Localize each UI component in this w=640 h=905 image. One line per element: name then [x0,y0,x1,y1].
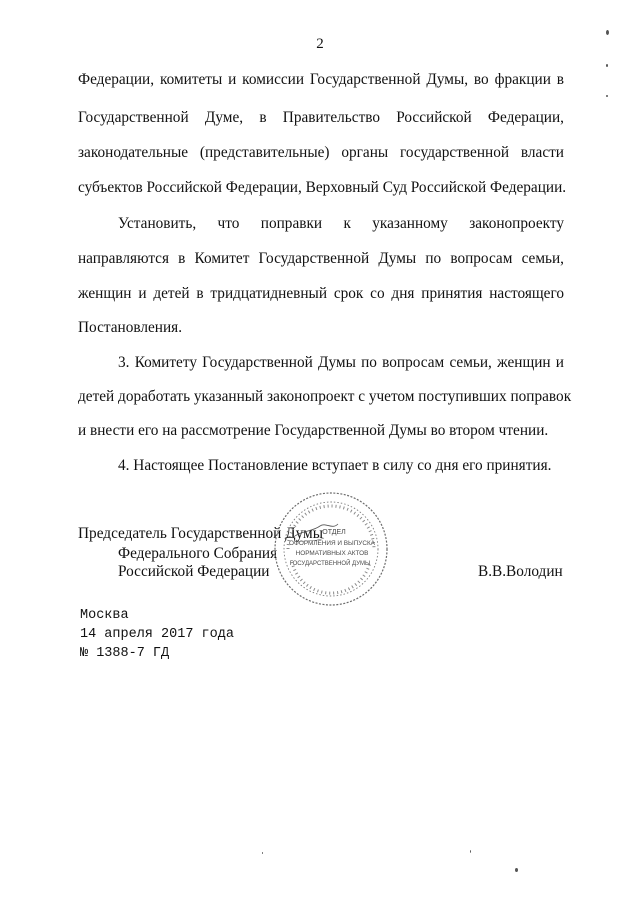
stamp-text-line-1: ОТДЕЛ [322,529,346,536]
footer-city: Москва [80,608,129,623]
signature-title-line-1: Председатель Государственной Думы [78,525,324,542]
paragraph-1-line-2: Государственной Думе, в Правительство Российской Федерации, [78,109,564,126]
scan-speck [606,95,608,97]
signature-title-line-3: Российской Федерации [118,563,270,580]
paragraph-1-line-1: Федерации, комитеты и комиссии Государственной Думы, во фракции в [78,71,564,88]
official-stamp-seal [272,490,390,608]
stamp-text-line-2: ОФОРМЛЕНИЯ И ВЫПУСКА [289,540,375,547]
footer-date: 14 апреля 2017 года [80,627,234,642]
paragraph-4-line-1: 4. Настоящее Постановление вступает в силу со дня его принятия. [118,457,552,474]
paragraph-2-line-2: направляются в Комитет Государственной Думы по вопросам семьи, [78,250,564,267]
scan-speck [515,868,518,872]
signatory-name: В.В.Володин [478,563,563,580]
page-number: 2 [316,36,324,52]
paragraph-3-line-1: 3. Комитету Государственной Думы по вопросам семьи, женщин и [118,354,564,371]
paragraph-2-line-4: Постановления. [78,319,183,336]
stamp-text-line-3: НОРМАТИВНЫХ АКТОВ [295,550,369,557]
paragraph-1-line-3: законодательные (представительные) органы государственной власти [78,144,564,161]
paragraph-3-line-3: и внести его на рассмотрение Государственной Думы во втором чтении. [78,422,549,439]
scan-speck [606,64,608,67]
stamp-text-line-4: ГОСУДАРСТВЕННОЙ ДУМЫ [289,561,371,567]
footer-document-number: № 1388-7 ГД [80,646,170,661]
scan-speck [606,30,609,35]
paragraph-2-line-1: Установить, что поправки к указанному законопроекту [118,215,564,232]
paragraph-3-line-2: детей доработать указанный законопроект с учетом поступивших поправок [78,388,572,405]
scan-speck [262,852,263,854]
signature-title-line-2: Федерального Собрания [118,545,278,562]
paragraph-1-line-4: субъектов Российской Федерации, Верховный Суд Российской Федерации. [78,179,567,196]
paragraph-2-line-3: женщин и детей в тридцатидневный срок со дня принятия настоящего [78,285,564,302]
scan-speck [470,850,471,853]
